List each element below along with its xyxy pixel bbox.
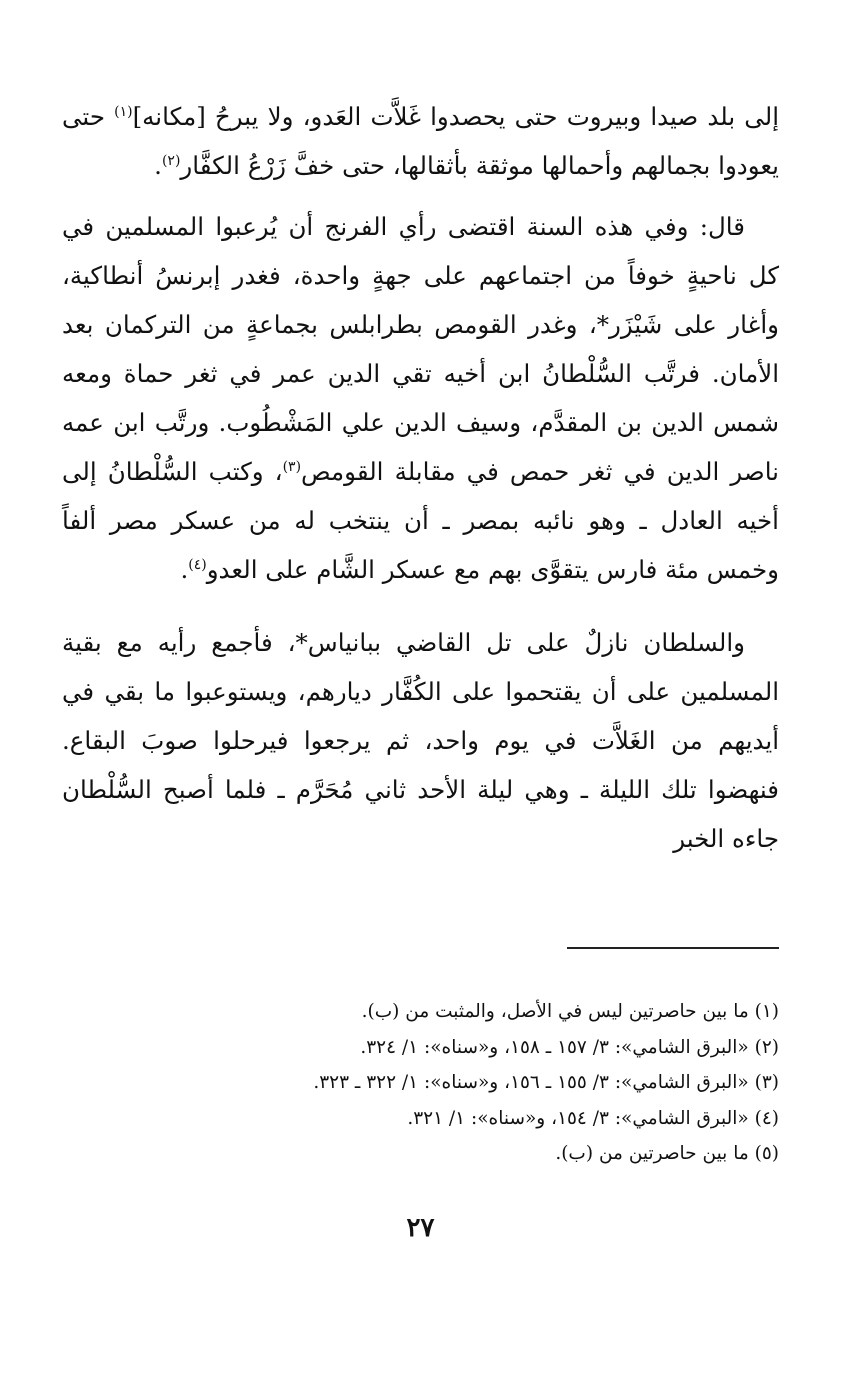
footnote-ref-3[interactable]: (٣) (282, 458, 302, 475)
footnote-ref-1[interactable]: (١) (114, 103, 133, 120)
footnote-5: (٥) ما بين حاصرتين من (ب). (555, 1143, 779, 1164)
footnote-3: (٣) «البرق الشامي»: ٣/ ١٥٥ ـ ١٥٦، و«سناه»: ١/ ٣٢٢ ـ ٣٢٣. (313, 1072, 779, 1093)
paragraph-2-text-a: قال: وفي هذه السنة اقتضى رأي الفرنج أن يُرعبوا المسلمين في كل ناحيةٍ خوفاً من اجتماعهم على جهةٍ واحدة، فغدر إبرنسُ أنطاكية، وأغار على شَيْزَر*، وغدر القومص بطرابلس بجماعةٍ من التركمان بعد الأمان. فرتَّب السُّلْطانُ ابن أخيه تقي الدين عمر في ثغر حماة ومعه شمس الدين بن المقدَّم، وسيف الدين علي المَشْطُوب. ورتَّب ابن عمه ناصر الدين في ثغر حمص في مقابلة القومص (62, 212, 779, 486)
footnote-ref-2[interactable]: (٢) (161, 152, 181, 169)
paragraph-1 (62, 92, 779, 190)
paragraph-1-text-c: . (154, 151, 162, 180)
footnote-2: (٢) «البرق الشامي»: ٣/ ١٥٧ ـ ١٥٨، و«سناه»: ١/ ٣٢٤. (360, 1036, 779, 1058)
page-number: ٢٧ (406, 1213, 435, 1243)
paragraph-3: والسلطان نازلٌ على تل القاضي ببانياس*، فأجمع رأيه مع بقية المسلمين على أن يقتحموا على الكُفَّار ديارهم، ويستوعبوا ما بقي في أيديهم من الغَلاَّت في يوم واحد، ثم يرجعوا فيرحلوا صوبَ البقاع. فنهضوا تلك الليلة ـ وهي ليلة الأحد ثاني مُحَرَّم ـ فلما أصبح السُّلْطان جاءه الخبر (62, 628, 779, 853)
paragraph-1-text-a: إلى بلد صيدا وبيروت حتى يحصدوا غَلاَّت العَدو، ولا يبرحُ [مكانه] (132, 102, 779, 131)
footnote-separator (567, 947, 779, 949)
footnote-1: (١) ما بين حاصرتين ليس في الأصل، والمثبت من (ب). (361, 1001, 779, 1022)
footnote-4: (٤) «البرق الشامي»: ٣/ ١٥٤، و«سناه»: ١/ ٣٢١. (407, 1107, 779, 1129)
paragraph-2-text-c: . (180, 555, 189, 584)
footnotes (62, 994, 779, 1172)
paragraph-2-text-b: ، وكتب السُّلْطانُ إلى أخيه العادل ـ وهو نائبه بمصر ـ أن ينتخب له من عسكر مصر ألفاً وخمس مئة فارس يتقوَّى بهم مع عسكر الشَّام على العدو (62, 457, 779, 584)
book-page (62, 92, 779, 1381)
paragraph-1-text-b: حتى يعودوا بجمالهم وأحمالها موثقة بأثقالها، حتى خفَّ زَرْعُ الكفَّار (62, 102, 779, 180)
paragraph-2 (62, 202, 779, 594)
footnote-ref-4[interactable]: (٤) (188, 556, 207, 573)
